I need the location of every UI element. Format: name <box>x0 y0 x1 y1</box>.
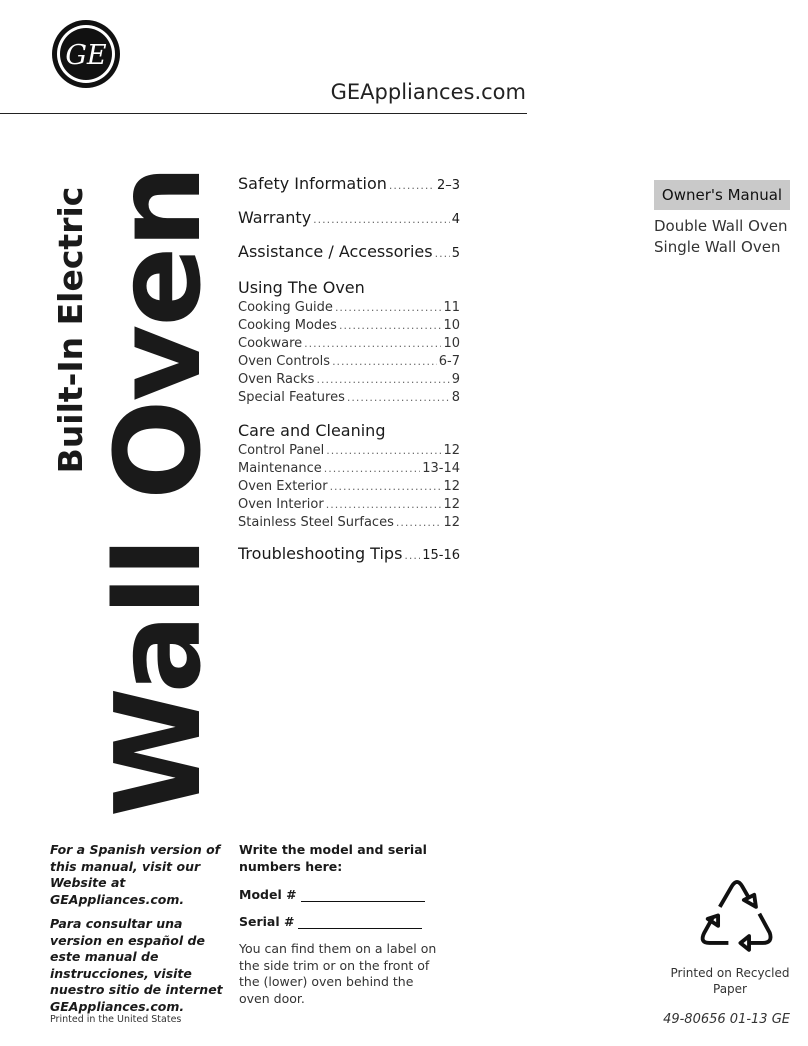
toc-leader <box>324 460 420 478</box>
toc-label: Oven Exterior <box>238 479 328 494</box>
toc-item[interactable] <box>238 478 460 496</box>
toc-spacer <box>238 532 460 542</box>
model-serial-section <box>239 842 449 1007</box>
toc-leader <box>316 371 449 389</box>
toc-leader <box>404 542 420 568</box>
toc-page: 9 <box>451 372 460 387</box>
toc-page: 11 <box>443 300 460 315</box>
toc-page: 12 <box>443 443 460 458</box>
toc-page: 8 <box>451 390 460 405</box>
toc-label: Cooking Guide <box>238 300 333 315</box>
toc-page: 15-16 <box>422 548 460 563</box>
toc-item[interactable] <box>238 514 460 532</box>
toc-page: 4 <box>451 212 460 227</box>
recycled-paper-note: Printed on Recycled Paper <box>670 966 790 996</box>
ge-logo <box>50 18 122 90</box>
toc-leader <box>335 299 442 317</box>
toc-page: 2–3 <box>436 178 460 193</box>
serial-input-line[interactable] <box>298 914 422 929</box>
model-type-double: Double Wall Oven <box>654 217 788 235</box>
toc-heading-using: Using The Oven <box>238 278 365 297</box>
serial-field <box>239 914 449 929</box>
toc-leader <box>347 389 450 407</box>
toc-item[interactable] <box>238 460 460 478</box>
spanish-version-note <box>50 842 228 1023</box>
toc-item[interactable] <box>238 389 460 407</box>
toc-leader <box>389 172 435 198</box>
model-type-single: Single Wall Oven <box>654 238 781 256</box>
website-link[interactable]: GEAppliances.com <box>330 80 526 104</box>
table-of-contents <box>238 172 460 576</box>
toc-leader <box>339 317 442 335</box>
toc-item[interactable] <box>238 371 460 389</box>
document-number: 49-80656 01-13 GE <box>663 1012 790 1027</box>
model-serial-intro: Write the model and serial numbers here: <box>239 842 427 874</box>
toc-leader <box>313 206 450 232</box>
toc-page: 10 <box>443 336 460 351</box>
toc-label: Cooking Modes <box>238 318 337 333</box>
toc-page: 13-14 <box>422 461 460 476</box>
toc-item[interactable] <box>238 496 460 514</box>
product-title: Wall Oven <box>89 166 227 818</box>
toc-label: Safety Information <box>238 174 387 193</box>
toc-safety[interactable] <box>238 172 460 206</box>
owners-manual-badge: Owner's Manual <box>654 180 790 210</box>
toc-page: 12 <box>443 497 460 512</box>
recycle-icon <box>694 864 780 960</box>
toc-label: Cookware <box>238 336 303 351</box>
model-field <box>239 887 449 902</box>
toc-label: Stainless Steel Surfaces <box>238 515 394 530</box>
toc-label: Oven Interior <box>238 497 324 512</box>
toc-heading-care: Care and Cleaning <box>238 421 386 440</box>
ge-logo-text: GE <box>65 40 107 71</box>
toc-assistance[interactable] <box>238 240 460 274</box>
toc-item[interactable] <box>238 317 460 335</box>
spanish-note: Para consultar una version en español de este manual de instrucciones, visite nuestro sitio de internet GEAppliances.com. <box>50 916 223 1014</box>
printed-in-note: Printed in the United States <box>50 1014 182 1025</box>
toc-item[interactable] <box>238 353 460 371</box>
product-subtitle: Built-In Electric <box>51 186 90 474</box>
toc-leader <box>330 478 442 496</box>
header-divider <box>0 113 527 114</box>
label-location-note: You can find them on a label on the side trim or on the front of the (lower) oven behind the oven door. <box>239 941 437 1006</box>
toc-label: Oven Racks <box>238 372 315 387</box>
toc-item[interactable] <box>238 442 460 460</box>
toc-label: Maintenance <box>238 461 322 476</box>
toc-page: 10 <box>443 318 460 333</box>
toc-label: Warranty <box>238 208 312 227</box>
model-input-line[interactable] <box>301 887 425 902</box>
toc-leader <box>435 240 450 266</box>
toc-page: 12 <box>443 479 460 494</box>
toc-warranty[interactable] <box>238 206 460 240</box>
toc-label: Oven Controls <box>238 354 331 369</box>
english-note: For a Spanish version of this manual, visit our Website at GEAppliances.com. <box>50 842 221 907</box>
toc-page: 6-7 <box>438 354 460 369</box>
model-label: Model # <box>239 887 297 902</box>
toc-label: Troubleshooting Tips <box>238 544 403 563</box>
toc-leader <box>326 496 442 514</box>
toc-page: 12 <box>443 515 460 530</box>
toc-item[interactable] <box>238 299 460 317</box>
toc-spacer <box>238 407 460 417</box>
toc-leader <box>326 442 441 460</box>
toc-label: Special Features <box>238 390 345 405</box>
serial-label: Serial # <box>239 914 295 929</box>
toc-leader <box>304 335 441 353</box>
toc-leader <box>396 514 442 532</box>
toc-leader <box>332 353 437 371</box>
toc-label: Assistance / Accessories <box>238 242 433 261</box>
toc-page: 5 <box>451 246 460 261</box>
toc-item[interactable] <box>238 335 460 353</box>
toc-troubleshooting[interactable] <box>238 542 460 576</box>
toc-label: Control Panel <box>238 443 325 458</box>
